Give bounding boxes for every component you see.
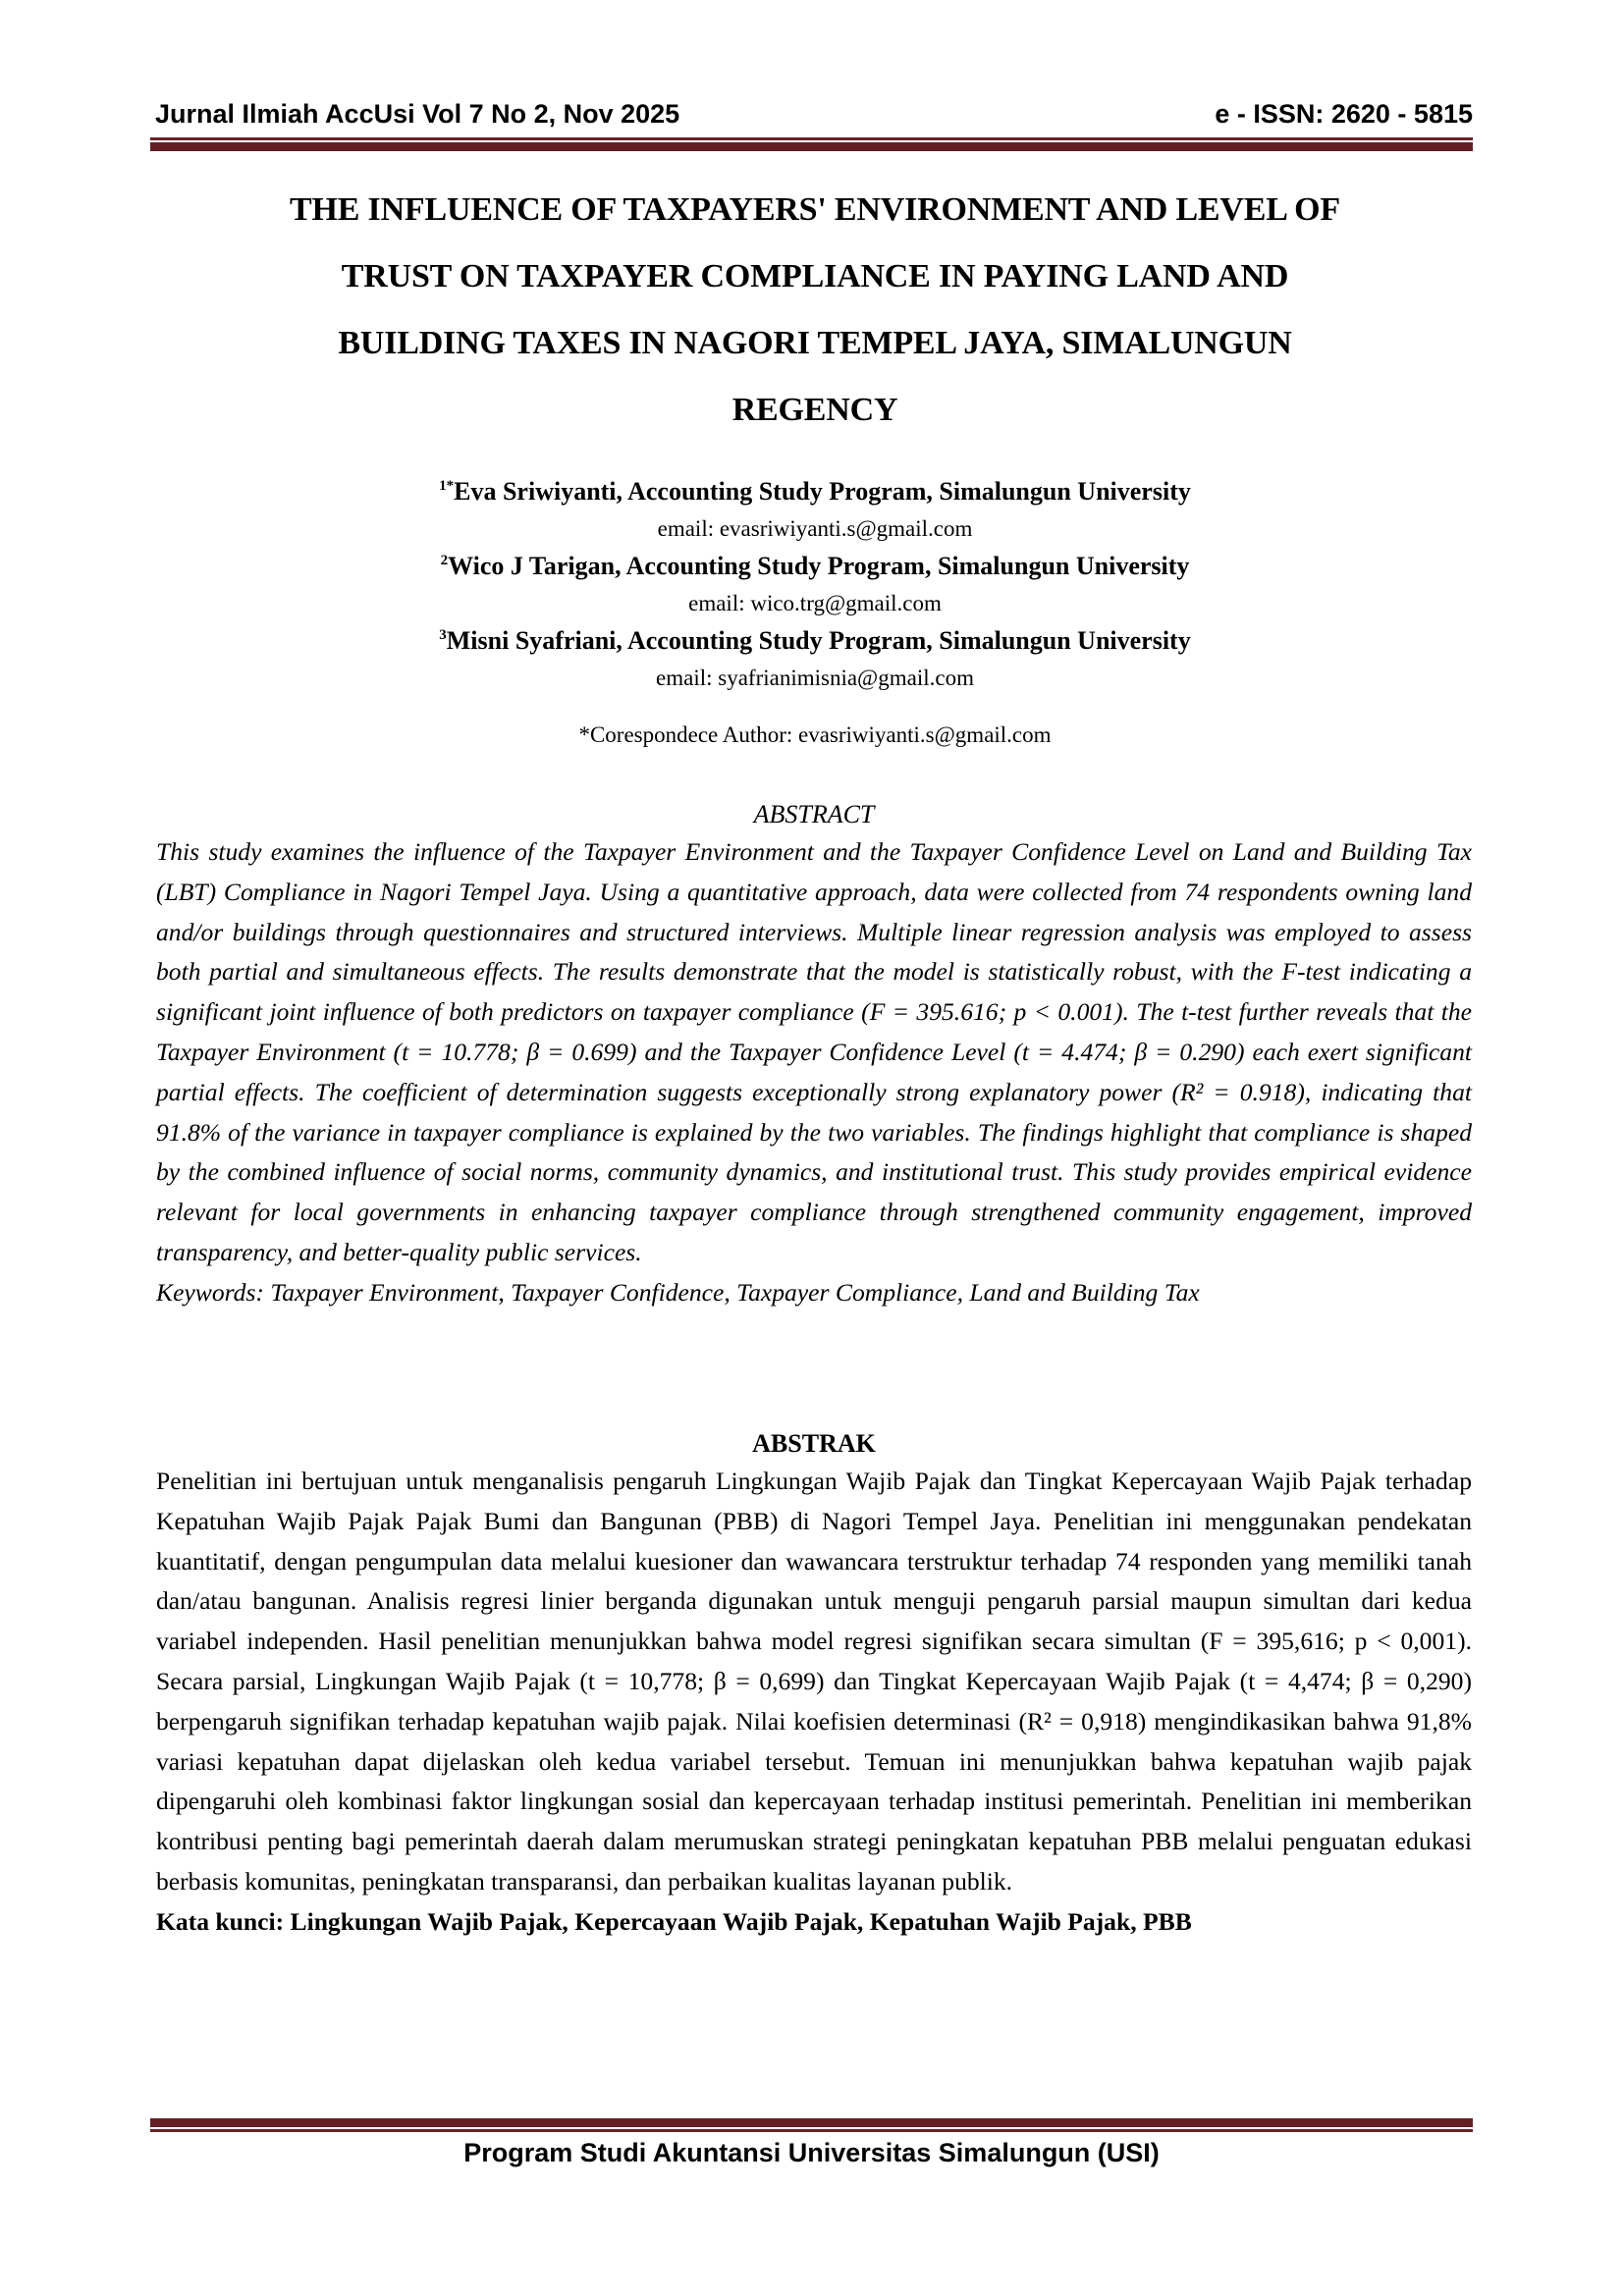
author-3-name: Misni Syafriani, Accounting Study Program, Simalungun University [446, 626, 1191, 655]
footer-rule-thick [150, 2118, 1473, 2127]
abstrak-keywords: Kata kunci: Lingkungan Wajib Pajak, Kepercayaan Wajib Pajak, Kepatuhan Wajib Pajak, PBB [156, 1906, 1192, 1936]
header-rule-thin [150, 137, 1473, 140]
title-line: TRUST ON TAXPAYER COMPLIANCE IN PAYING LAND AND [341, 258, 1289, 294]
abstract-indonesian [156, 1426, 1472, 1943]
author-2-affil-mark: 2 [440, 553, 449, 568]
correspondence-author: *Corespondece Author: evasriwiyanti.s@gmail.com [578, 722, 1052, 747]
author-2 [157, 548, 1473, 585]
abstract-heading: ABSTRACT [753, 800, 875, 828]
author-2-name: Wico J Tarigan, Accounting Study Program, Simalungun University [448, 552, 1190, 580]
author-1-email: email: evasriwiyanti.s@gmail.com [657, 516, 973, 541]
running-header [155, 96, 1473, 130]
title-line: THE INFLUENCE OF TAXPAYERS' ENVIRONMENT AND LEVEL OF [290, 191, 1340, 228]
abstrak-body: Penelitian ini bertujuan untuk menganalisis pengaruh Lingkungan Wajib Pajak dan Tingkat Kepercayaan Wajib Pajak terhadap Kepatuhan Wajib Pajak Pajak Bumi dan Bangunan (PBB) di Nagori Tempel Jaya. Penelitian ini menggunakan pendekatan kuantitatif, dengan pengumpulan data melalui kuesioner dan wawancara terstruktur terhadap 74 responden yang memiliki tanah dan/atau bangunan. Analisis regresi linier berganda digunakan untuk menguji pengaruh parsial maupun simultan dari kedua variabel independen. Hasil penelitian menunjukkan bahwa model regresi signifikan secara simultan (F = 395,616; p < 0,001). Secara parsial, Lingkungan Wajib Pajak (t = 10,778; β = 0,699) dan Tingkat Kepercayaan Wajib Pajak (t = 4,474; β = 0,290) berpengaruh signifikan terhadap kepatuhan wajib pajak. Nilai koefisien determinasi (R² = 0,918) mengindikasikan bahwa 91,8% variasi kepatuhan dapat dijelaskan oleh kedua variabel tersebut. Temuan ini menunjukkan bahwa kepatuhan wajib pajak dipengaruhi oleh kombinasi faktor lingkungan sosial dan kepercayaan terhadap institusi pemerintah. Penelitian ini memberikan kontribusi penting bagi pemerintah daerah dalam merumuskan strategi peningkatan kepatuhan PBB melalui penguatan edukasi berbasis komunitas, peningkatan transparansi, dan perbaikan kualitas layanan publik. [156, 1467, 1472, 1896]
issn: e - ISSN: 2620 - 5815 [1215, 99, 1473, 129]
paper-title [187, 177, 1443, 444]
abstrak-heading: ABSTRAK [752, 1429, 876, 1458]
footer-institution: Program Studi Akuntansi Universitas Simalungun (USI) [463, 2138, 1160, 2167]
author-2-email: email: wico.trg@gmail.com [688, 591, 942, 615]
author-1-name: Eva Sriwiyanti, Accounting Study Program, Simalungun University [454, 477, 1191, 506]
author-3-email: email: syafrianimisnia@gmail.com [656, 666, 974, 690]
author-3-affil-mark: 3 [439, 627, 447, 643]
abstract-keywords: Keywords: Taxpayer Environment, Taxpayer Confidence, Taxpayer Compliance, Land and Building Tax [156, 1277, 1200, 1307]
abstract-body: This study examines the influence of the Taxpayer Environment and the Taxpayer Confidence Level on Land and Building Tax (LBT) Compliance in Nagori Tempel Jaya. Using a quantitative approach, data were collected from 74 respondents owning land and/or buildings through questionnaires and structured interviews. Multiple linear regression analysis was employed to assess both partial and simultaneous effects. The results demonstrate that the model is statistically robust, with the F-test indicating a significant joint influence of both predictors on taxpayer compliance (F = 395.616; p < 0.001). The t-test further reveals that the Taxpayer Environment (t = 10.778; β = 0.699) and the Taxpayer Confidence Level (t = 4.474; β = 0.290) each exert significant partial effects. The coefficient of determination suggests exceptionally strong explanatory power (R² = 0.918), indicating that 91.8% of the variance in taxpayer compliance is explained by the two variables. The findings highlight that compliance is shaped by the combined influence of social norms, community dynamics, and institutional trust. This study provides empirical evidence relevant for local governments in enhancing taxpayer compliance through strengthened community engagement, improved transparency, and better-quality public services. [156, 837, 1472, 1266]
title-line: BUILDING TAXES IN NAGORI TEMPEL JAYA, SIMALUNGUN [338, 325, 1292, 361]
title-line: REGENCY [731, 392, 898, 428]
abstract-english [156, 797, 1472, 1313]
header-rule-thick [150, 142, 1473, 151]
author-block [157, 473, 1473, 754]
footer-rule-thin [150, 2129, 1473, 2132]
author-1 [157, 473, 1473, 510]
journal-info: Jurnal Ilmiah AccUsi Vol 7 No 2, Nov 2025 [155, 99, 680, 129]
author-3 [157, 622, 1473, 660]
author-1-affil-mark: 1* [439, 478, 455, 494]
